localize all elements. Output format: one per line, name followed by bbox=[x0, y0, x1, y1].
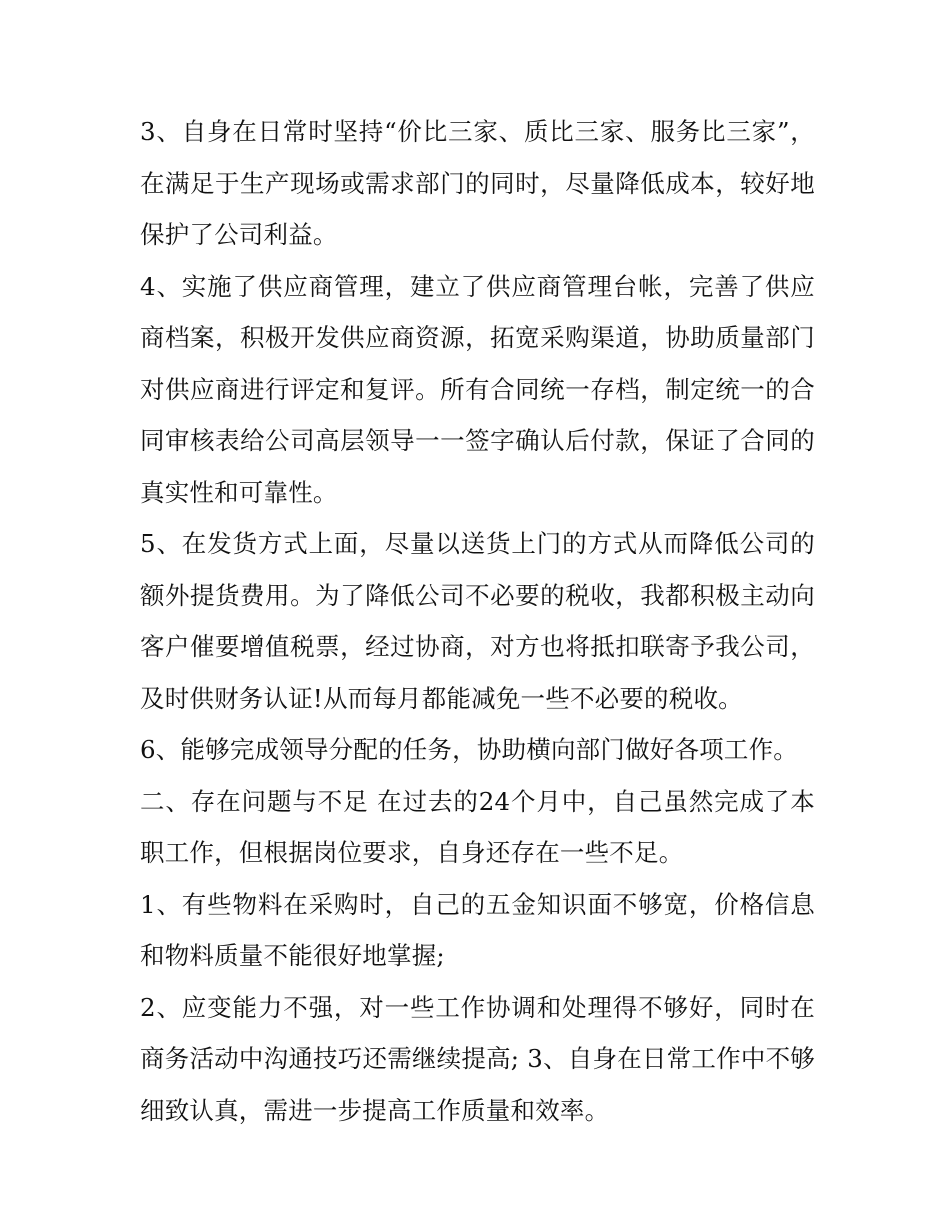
document-body bbox=[140, 106, 815, 1136]
paragraph-complete-tasks: 6、能够完成领导分配的任务，协助横向部门做好各项工作。 bbox=[140, 735, 798, 764]
paragraph-price-comparison: 3、自身在日常时坚持“价比三家、质比三家、服务比三家”，在满足于生产现场或需求部门的同时，尽量降低成本，较好地保护了公司利益。 bbox=[140, 117, 815, 249]
paragraph-delivery-method: 5、在发货方式上面，尽量以送货上门的方式从而降低公司的额外提货费用。为了降低公司不必要的税收，我都积极主动向客户催要增值税票，经过协商，对方也将抵扣联寄予我公司，及时供财务认证!从而每月都能减免一些不必要的税收。 bbox=[140, 529, 815, 713]
paragraph-supplier-management: 4、实施了供应商管理，建立了供应商管理台帐，完善了供应商档案，积极开发供应商资源，拓宽采购渠道，协助质量部门对供应商进行评定和复评。所有合同统一存档，制定统一的合同审核表给公司高层领导一一签字确认后付款，保证了合同的真实性和可靠性。 bbox=[140, 271, 815, 507]
paragraph-hardware-knowledge: 1、有些物料在采购时，自己的五金知识面不够宽，价格信息和物料质量不能很好地掌握; bbox=[140, 889, 815, 970]
paragraph-adaptability: 2、应变能力不强，对一些工作协调和处理得不够好，同时在商务活动中沟通技巧还需继续提高; 3、自身在日常工作中不够细致认真，需进一步提高工作质量和效率。 bbox=[140, 992, 815, 1125]
paragraph-problems-heading: 二、存在问题与不足 在过去的24个月中，自己虽然完成了本职工作，但根据岗位要求，自身还存在一些不足。 bbox=[140, 786, 815, 867]
